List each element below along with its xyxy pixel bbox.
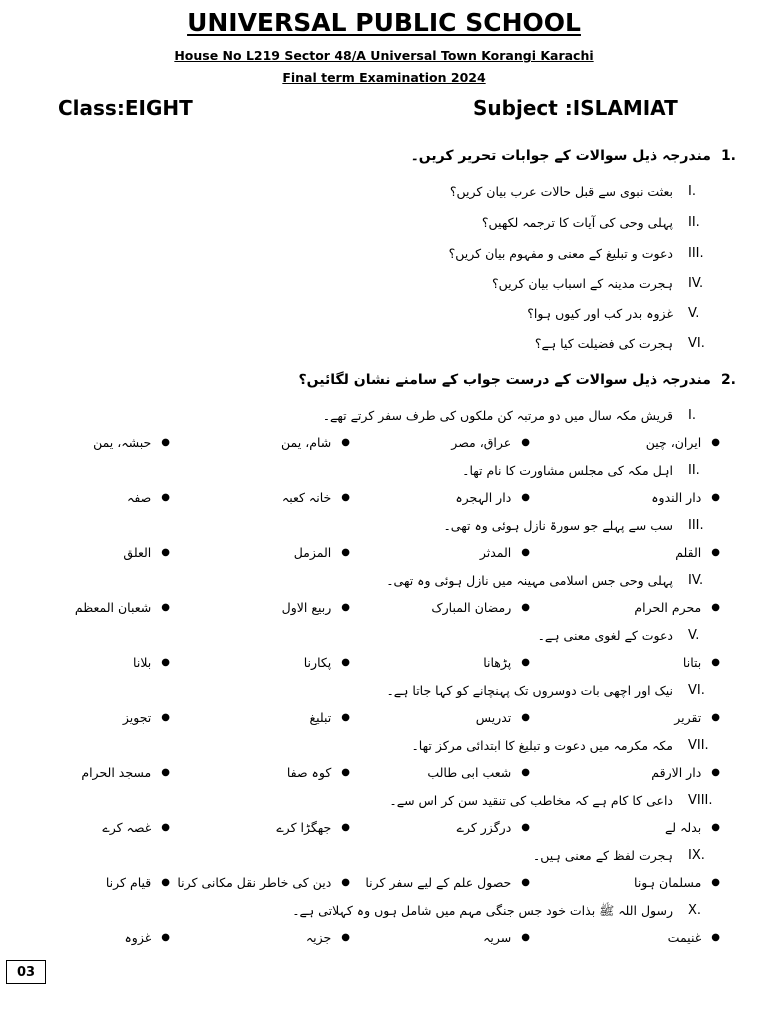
option-text: المزمل [293,545,332,560]
bullet-icon: ● [711,877,720,888]
mcq-option[interactable] [282,600,350,615]
bullet-icon: ● [711,822,720,833]
mcq-option[interactable] [106,875,170,890]
mcq-option[interactable] [123,710,170,725]
option-text: جھگڑا کرے [276,820,332,835]
option-text: القلم [675,545,702,560]
bullet-icon: ● [161,932,170,943]
question-text: رسول اللہ ﷺ بذات خود جس جنگی مہم میں شامل ہوں وہ کہلاتی ہے۔ [292,903,673,918]
mcq-option[interactable] [276,820,350,835]
mcq-option[interactable] [282,490,350,505]
mcq-option[interactable] [634,600,720,615]
question-number: X. [688,903,702,918]
mcq-option[interactable] [177,875,350,890]
bullet-icon: ● [711,492,720,503]
option-text: پکارنا [303,655,332,670]
option-text: دین کی خاطر نقل مکانی کرنا [177,875,332,890]
question-number: IV. [688,276,704,291]
mcq-option[interactable] [683,655,720,670]
school-name: UNIVERSAL PUBLIC SCHOOL [187,8,581,37]
option-text: دار الندوہ [651,490,702,505]
mcq-option[interactable] [427,765,530,780]
mcq-option[interactable] [309,710,350,725]
option-text: رمضان المبارک [431,600,512,615]
mcq-option[interactable] [281,435,350,450]
mcq-option[interactable] [123,545,170,560]
question-text: مکہ مکرمہ میں دعوت و تبلیغ کا ابتدائی مرکز تھا۔ [411,738,673,753]
option-text: غزوہ [124,930,152,945]
option-text: درگزر کرے [456,820,512,835]
mcq-option[interactable] [124,930,170,945]
option-text: المدثر [479,545,512,560]
bullet-icon: ● [521,602,530,613]
mcq-option[interactable] [675,545,720,560]
mcq-option[interactable] [133,655,170,670]
bullet-icon: ● [521,932,530,943]
bullet-icon: ● [341,712,350,723]
section2-number: 2. [720,372,736,388]
bullet-icon: ● [341,492,350,503]
option-text: حصول علم کے لیے سفر کرنا [365,875,512,890]
bullet-icon: ● [341,767,350,778]
exam-title: Final term Examination 2024 [282,70,486,85]
mcq-option[interactable] [483,930,530,945]
question-number: IV. [688,573,704,588]
question-text: ہجرت کی فضیلت کیا ہے؟ [534,336,673,351]
option-text: قیام کرنا [105,875,152,890]
mcq-option[interactable] [634,875,720,890]
option-text: تجویز [122,710,152,725]
bullet-icon: ● [161,712,170,723]
mcq-options [0,545,768,565]
mcq-options [0,930,768,950]
bullet-icon: ● [521,657,530,668]
bullet-icon: ● [711,437,720,448]
mcq-options [0,710,768,730]
mcq-option[interactable] [294,545,350,560]
option-text: مسلمان ہونا [634,875,702,890]
bullet-icon: ● [711,767,720,778]
question-text: پہلی وحی کی آیات کا ترجمہ لکھیں؟ [481,215,673,230]
question-number: II. [688,215,700,230]
mcq-option[interactable] [483,655,530,670]
mcq-option[interactable] [665,820,720,835]
mcq-option[interactable] [651,490,720,505]
question-text: سب سے پہلے جو سورۃ نازل ہوئی وہ تھی۔ [443,518,673,533]
option-text: غصہ کرے [102,820,152,835]
option-text: مسجد الحرام [81,765,152,780]
section1-heading [411,148,736,164]
option-text: جزیہ [305,930,332,945]
mcq-option[interactable] [75,600,170,615]
mcq-option[interactable] [457,820,530,835]
option-text: تبلیغ [309,710,332,725]
option-text: ایران، چین [645,435,702,450]
mcq-option[interactable] [668,930,720,945]
option-text: شام، یمن [281,435,332,450]
question-text: دعوت کے لغوی معنی ہے۔ [537,628,673,643]
option-text: بدلہ لے [664,820,702,835]
question-number: III. [688,246,704,261]
question-text: داعی کا کام ہے کہ مخاطب کی تنقید سن کر اس سے۔ [389,793,673,808]
page-number: 03 [6,960,46,984]
mcq-option[interactable] [93,435,170,450]
mcq-option[interactable] [365,875,530,890]
mcq-option[interactable] [431,600,530,615]
mcq-option[interactable] [646,435,720,450]
bullet-icon: ● [711,712,720,723]
bullet-icon: ● [161,657,170,668]
mcq-options [0,655,768,675]
question-text: قریش مکہ سال میں دو مرتبہ کن ملکوں کی طرف سفر کرتے تھے۔ [322,408,673,423]
question-number: VIII. [688,793,713,808]
option-text: ربیع الاول [281,600,332,615]
mcq-options [0,435,768,455]
question-text: اہل مکہ کی مجلس مشاورت کا نام تھا۔ [462,463,673,478]
question-number: II. [688,463,700,478]
bullet-icon: ● [521,822,530,833]
question-number: VII. [688,738,709,753]
bullet-icon: ● [711,657,720,668]
bullet-icon: ● [341,547,350,558]
option-text: پڑھانا [483,655,512,670]
school-address: House No L219 Sector 48/A Universal Town Korangi Karachi [174,48,594,63]
section1-heading-text: مندرجہ ذیل سوالات کے جوابات تحریر کریں۔ [410,148,711,164]
mcq-option[interactable] [81,765,170,780]
mcq-option[interactable] [480,545,530,560]
bullet-icon: ● [521,547,530,558]
section2-heading-text: مندرجہ ذیل سوالات کے درست جواب کے سامنے نشان لگائیں؟ [298,372,711,388]
option-text: العلق [123,545,152,560]
question-text: دعوت و تبلیغ کے معنی و مفہوم بیان کریں؟ [448,246,673,261]
option-text: بتانا [682,655,702,670]
option-text: تقریر [674,710,702,725]
mcq-option[interactable] [455,490,530,505]
question-number: VI. [688,336,705,351]
bullet-icon: ● [711,932,720,943]
option-text: سریہ [483,930,512,945]
bullet-icon: ● [341,437,350,448]
bullet-icon: ● [521,767,530,778]
question-text: ہجرت لفظ کے معنی ہیں۔ [532,848,673,863]
question-number: VI. [688,683,705,698]
section2-heading [299,372,736,388]
section1-number: 1. [720,148,736,164]
option-text: شعب ابی طالب [427,765,512,780]
option-text: محرم الحرام [634,600,702,615]
option-text: صفہ [127,490,152,505]
mcq-option[interactable] [476,710,530,725]
option-text: حبشہ، یمن [93,435,152,450]
mcq-options [0,765,768,785]
bullet-icon: ● [341,822,350,833]
question-text: نیک اور اچھی بات دوسروں تک پہنچانے کو کہا جاتا ہے۔ [386,683,673,698]
mcq-options [0,600,768,620]
bullet-icon: ● [161,437,170,448]
bullet-icon: ● [521,437,530,448]
option-text: دار الہجرہ [455,490,512,505]
bullet-icon: ● [341,877,350,888]
bullet-icon: ● [521,492,530,503]
bullet-icon: ● [711,547,720,558]
bullet-icon: ● [521,877,530,888]
question-number: I. [688,408,696,423]
option-text: خانہ کعبہ [281,490,332,505]
option-text: غنیمت [667,930,702,945]
bullet-icon: ● [521,712,530,723]
bullet-icon: ● [161,547,170,558]
mcq-option[interactable] [651,765,720,780]
subject-label: Subject :ISLAMIAT [473,96,678,120]
question-text: بعثت نبوی سے قبل حالات عرب بیان کریں؟ [449,184,673,199]
question-text: ہجرت مدینہ کے اسباب بیان کریں؟ [491,276,673,291]
question-text: غزوہ بدر کب اور کیوں ہوا؟ [527,306,673,321]
question-number: I. [688,184,696,199]
question-text: پہلی وحی جس اسلامی مہینہ میں نازل ہوئی وہ تھی۔ [386,573,673,588]
bullet-icon: ● [161,767,170,778]
bullet-icon: ● [341,602,350,613]
bullet-icon: ● [341,657,350,668]
question-number: III. [688,518,704,533]
question-number: IX. [688,848,705,863]
bullet-icon: ● [161,492,170,503]
option-text: عراق، مصر [451,435,512,450]
mcq-options [0,875,768,895]
mcq-option[interactable] [304,655,350,670]
mcq-option[interactable] [451,435,530,450]
question-number: V. [688,628,700,643]
bullet-icon: ● [161,602,170,613]
option-text: کوہ صفا [286,765,332,780]
option-text: تدریس [475,710,512,725]
question-number: V. [688,306,700,321]
mcq-options [0,820,768,840]
bullet-icon: ● [161,822,170,833]
mcq-option[interactable] [674,710,720,725]
option-text: دار الارقم [651,765,702,780]
mcq-option[interactable] [306,930,350,945]
class-label: Class:EIGHT [58,96,193,120]
bullet-icon: ● [711,602,720,613]
mcq-options [0,490,768,510]
mcq-option[interactable] [102,820,170,835]
mcq-option[interactable] [127,490,170,505]
option-text: بلانا [133,655,152,670]
mcq-option[interactable] [287,765,350,780]
bullet-icon: ● [161,877,170,888]
bullet-icon: ● [341,932,350,943]
option-text: شعبان المعظم [74,600,152,615]
